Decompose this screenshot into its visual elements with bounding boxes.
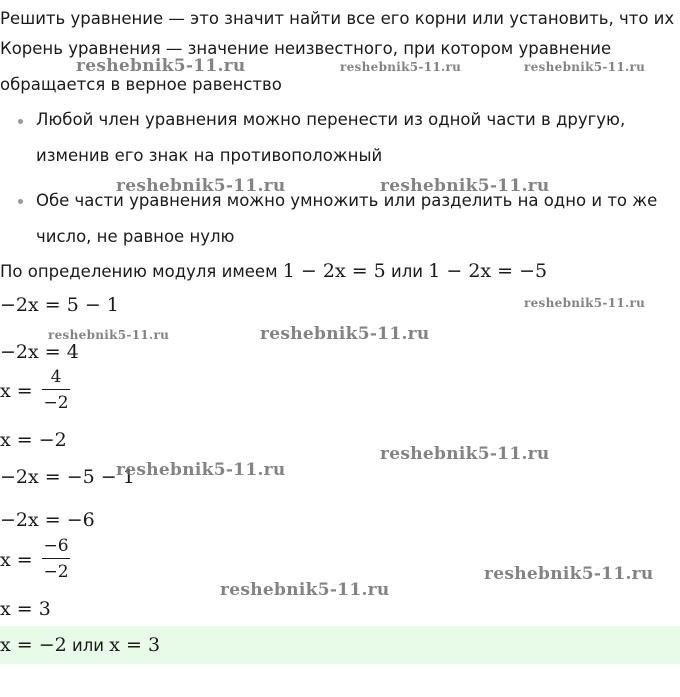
fraction-a — [40, 366, 72, 414]
bullet-1-line-2: изменив его знак на противоположный — [36, 146, 383, 165]
watermark: reshebnik5-11.ru — [524, 60, 646, 74]
intro-line-1: Решить уравнение — это значит найти все его корни или установить, что их — [0, 9, 675, 28]
step-a-1: −2x = 5 − 1 — [0, 294, 119, 316]
answer-root-2: x = 3 — [109, 634, 161, 656]
fraction-a-denominator: −2 — [43, 393, 69, 413]
definition-or: или — [391, 262, 423, 281]
watermark: reshebnik5-11.ru — [380, 176, 550, 196]
step-b-2: −2x = −6 — [0, 509, 95, 531]
fraction-bar — [42, 389, 70, 390]
step-a-4: x = −2 — [0, 429, 67, 451]
equation-1: 1 − 2x = 5 — [282, 260, 386, 282]
bullet-2-line-1: Обе части уравнения можно умножить или разделить на одно и то же — [36, 191, 658, 210]
answer-root-1: x = −2 — [0, 634, 67, 656]
answer-line — [0, 634, 160, 657]
definition-line — [0, 260, 547, 283]
watermark: reshebnik5-11.ru — [380, 444, 550, 464]
watermark: reshebnik5-11.ru — [484, 564, 654, 584]
fraction-b — [40, 535, 72, 583]
answer-or: или — [71, 636, 104, 655]
bullet-1-line-1: Любой член уравнения можно перенести из одной части в другую, — [36, 110, 626, 129]
bullet-2-line-2: число, не равное нулю — [36, 227, 235, 246]
fraction-a-numerator: 4 — [50, 367, 62, 387]
step-b-3-lhs: x = — [0, 549, 33, 571]
fraction-b-denominator: −2 — [43, 562, 69, 582]
watermark: reshebnik5-11.ru — [48, 328, 170, 342]
watermark: reshebnik5-11.ru — [220, 580, 390, 600]
bullet-dot — [18, 119, 23, 124]
watermark: reshebnik5-11.ru — [260, 324, 430, 344]
watermark: reshebnik5-11.ru — [76, 56, 246, 76]
watermark: reshebnik5-11.ru — [116, 460, 286, 480]
fraction-bar — [42, 558, 70, 559]
equation-2: 1 − 2x = −5 — [428, 260, 548, 282]
watermark: reshebnik5-11.ru — [340, 60, 462, 74]
definition-text: По определению модуля имеем — [0, 262, 278, 281]
step-b-1: −2x = −5 − 1 — [0, 466, 135, 488]
watermark: reshebnik5-11.ru — [524, 296, 646, 310]
intro-line-2: Корень уравнения — значение неизвестного, при котором уравнение — [0, 39, 612, 58]
bullet-dot — [18, 199, 23, 204]
step-a-3-lhs: x = — [0, 380, 33, 402]
fraction-b-numerator: −6 — [43, 536, 69, 556]
step-b-4: x = 3 — [0, 598, 51, 620]
intro-line-3: обращается в верное равенство — [0, 75, 282, 94]
step-a-2: −2x = 4 — [0, 341, 79, 363]
watermark: reshebnik5-11.ru — [116, 176, 286, 196]
